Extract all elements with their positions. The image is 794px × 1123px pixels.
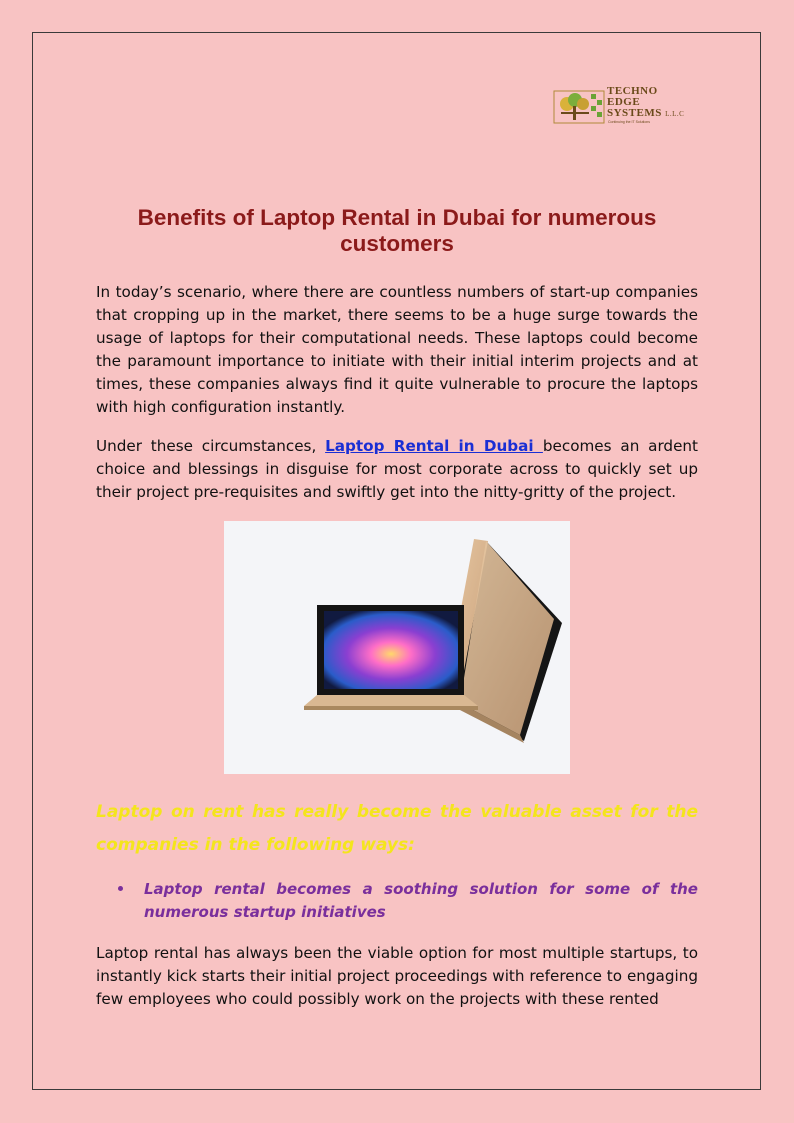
logo-line3: SYSTEMS L.L.C [607, 107, 685, 119]
bullet-icon [118, 886, 123, 891]
document-title: Benefits of Laptop Rental in Dubai for numerous customers [137, 205, 657, 256]
company-logo [553, 86, 703, 126]
laptops-illustration [224, 521, 570, 774]
logo-wordmark [607, 86, 684, 120]
section-heading: Laptop on rent has really become the valuable asset for the companies in the following ways: [96, 802, 698, 855]
paragraph2-lead: Under these circumstances, [96, 437, 326, 455]
logo-line1: TECHNO [607, 85, 658, 97]
logo-line2: EDGE [607, 96, 641, 108]
startup-paragraph: Laptop rental has always been the viable option for most multiple startups, to instantly kick starts their initial project proceedings with reference to engaging few employees who could possibly work on the projects with these rented [96, 944, 698, 1008]
paragraph2-rest: becomes an ardent choice and blessings in disguise for most corporate across to quickly set up their project pre-requisites and swiftly get into the nitty-gritty of the project. [96, 437, 698, 501]
logo-tree-icon [553, 88, 605, 124]
logo-suffix: L.L.C [665, 110, 685, 118]
laptops-image [224, 521, 570, 774]
laptop-rental-dubai-link[interactable]: Laptop Rental in Dubai [325, 437, 543, 455]
bullet-text: Laptop rental becomes a soothing solution for some of the numerous startup initiatives [144, 880, 698, 921]
intro-paragraph: In today’s scenario, where there are countless numbers of start-up companies that cropping up in the market, there seems to be a huge surge towards the usage of laptops for their computational needs. These laptops could become the paramount importance to initiate with their initial interim projects and at times, these companies always find it quite vulnerable to procure the laptops with high configuration instantly. [96, 283, 698, 416]
rental-paragraph [96, 435, 698, 504]
logo-tagline: Continuing the IT Solutions [608, 120, 650, 124]
